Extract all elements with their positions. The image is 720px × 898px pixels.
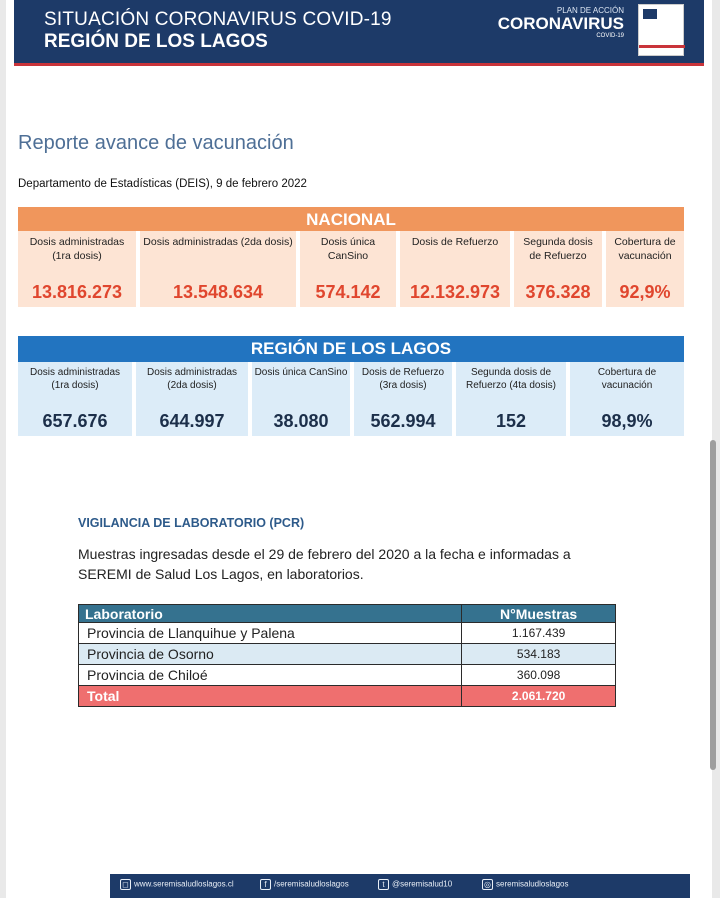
stat-label: Dosis de Refuerzo [411,236,499,248]
cell-samples: 1.167.439 [462,623,616,644]
nacional-stat [400,231,510,307]
nacional-stat [606,231,684,307]
footer-web[interactable] [120,879,234,890]
cell-total-label: Total [79,686,462,707]
brand-logo [484,6,624,50]
report-subtitle: Departamento de Estadísticas (DEIS), 9 de febrero 2022 [18,178,307,190]
footer-instagram-text: seremisaludloslagos [496,879,569,889]
header-title-line2: REGIÓN DE LOS LAGOS [44,31,268,52]
facebook-icon: f [260,879,271,890]
stat-value: 644.997 [159,411,225,431]
stat-value: 562.994 [370,411,436,431]
stat-value: 98,9% [601,411,653,431]
cell-samples: 534.183 [462,644,616,665]
region-label: REGIÓN DE LOS LAGOS [250,339,452,358]
header-banner [14,0,704,66]
cell-lab: Provincia de Llanquihue y Palena [79,623,462,644]
footer-instagram[interactable] [482,879,568,890]
nacional-stat [514,231,602,307]
stat-label: Dosis administradas (1ra dosis) [29,236,125,262]
pcr-table [78,604,616,707]
table-header-row [79,605,616,623]
stat-value: 574.142 [315,282,381,302]
twitter-icon: t [378,879,389,890]
region-stat [456,362,566,436]
table-row [79,665,616,686]
footer-bar [110,874,690,898]
column-header-lab: Laboratorio [79,605,462,623]
nacional-stat [300,231,396,307]
footer-facebook-text: /seremisaludloslagos [274,879,349,889]
nacional-stats [18,231,684,307]
stat-label: Cobertura de vacunación [614,236,676,262]
stat-label: Dosis administradas (2da dosis) [143,236,293,248]
cell-samples: 360.098 [462,665,616,686]
stat-label: Segunda dosis de Refuerzo [523,236,593,262]
cell-total-value: 2.061.720 [462,686,616,707]
region-stats [18,362,684,436]
web-icon: ◻ [120,879,131,890]
stat-label: Cobertura de vacunación [597,367,657,391]
stat-value: 13.816.273 [31,282,123,302]
brand-main-text: CORONAVIRUS [497,14,624,33]
pcr-section-title: VIGILANCIA DE LABORATORIO (PCR) [78,516,305,530]
region-stat [252,362,350,436]
stat-value: 657.676 [42,411,108,431]
stat-label: Dosis única CanSino [320,236,376,262]
footer-facebook[interactable] [260,879,349,890]
report-title: Reporte avance de vacunación [18,132,294,154]
brand-top-text: PLAN DE ACCIÓN [556,6,624,15]
stat-label: Segunda dosis de Refuerzo (4ta dosis) [465,367,557,391]
nacional-stat [140,231,296,307]
footer-twitter-text: @seremisalud10 [392,879,453,889]
header-title-line1: SITUACIÓN CORONAVIRUS COVID-19 [44,9,392,30]
stat-label: Dosis única CanSino [254,367,348,378]
footer-web-text: www.seremisaludloslagos.cl [134,879,234,889]
nacional-label: NACIONAL [306,210,396,229]
table-total-row [79,686,616,707]
stat-value: 38.080 [273,411,329,431]
table-row [79,644,616,665]
stat-label: Dosis administradas (2da dosis) [146,367,238,391]
instagram-icon: ◎ [482,879,493,890]
stat-value: 13.548.634 [172,282,264,302]
stat-value: 92,9% [619,282,671,302]
region-stat [18,362,132,436]
nacional-stat [18,231,136,307]
pcr-description: Muestras ingresadas desde el 29 de febrero del 2020 a la fecha e informadas a SEREMI de Salud Los Lagos, en laboratorios. [78,546,571,582]
brand-sub-text: COVID-19 [596,33,624,39]
region-stat [136,362,248,436]
region-stat [570,362,684,436]
stat-label: Dosis administradas (1ra dosis) [29,367,121,391]
cell-lab: Provincia de Chiloé [79,665,462,686]
stat-value: 376.328 [525,282,591,302]
footer-twitter[interactable] [378,879,452,890]
column-header-samples: N°Muestras [462,605,616,623]
stat-value: 12.132.973 [409,282,501,302]
scrollbar[interactable] [710,440,716,770]
government-logo-icon [638,4,684,56]
stat-label: Dosis de Refuerzo (3ra dosis) [361,367,445,391]
stat-value: 152 [495,411,527,431]
table-row [79,623,616,644]
region-stat [354,362,452,436]
cell-lab: Provincia de Osorno [79,644,462,665]
